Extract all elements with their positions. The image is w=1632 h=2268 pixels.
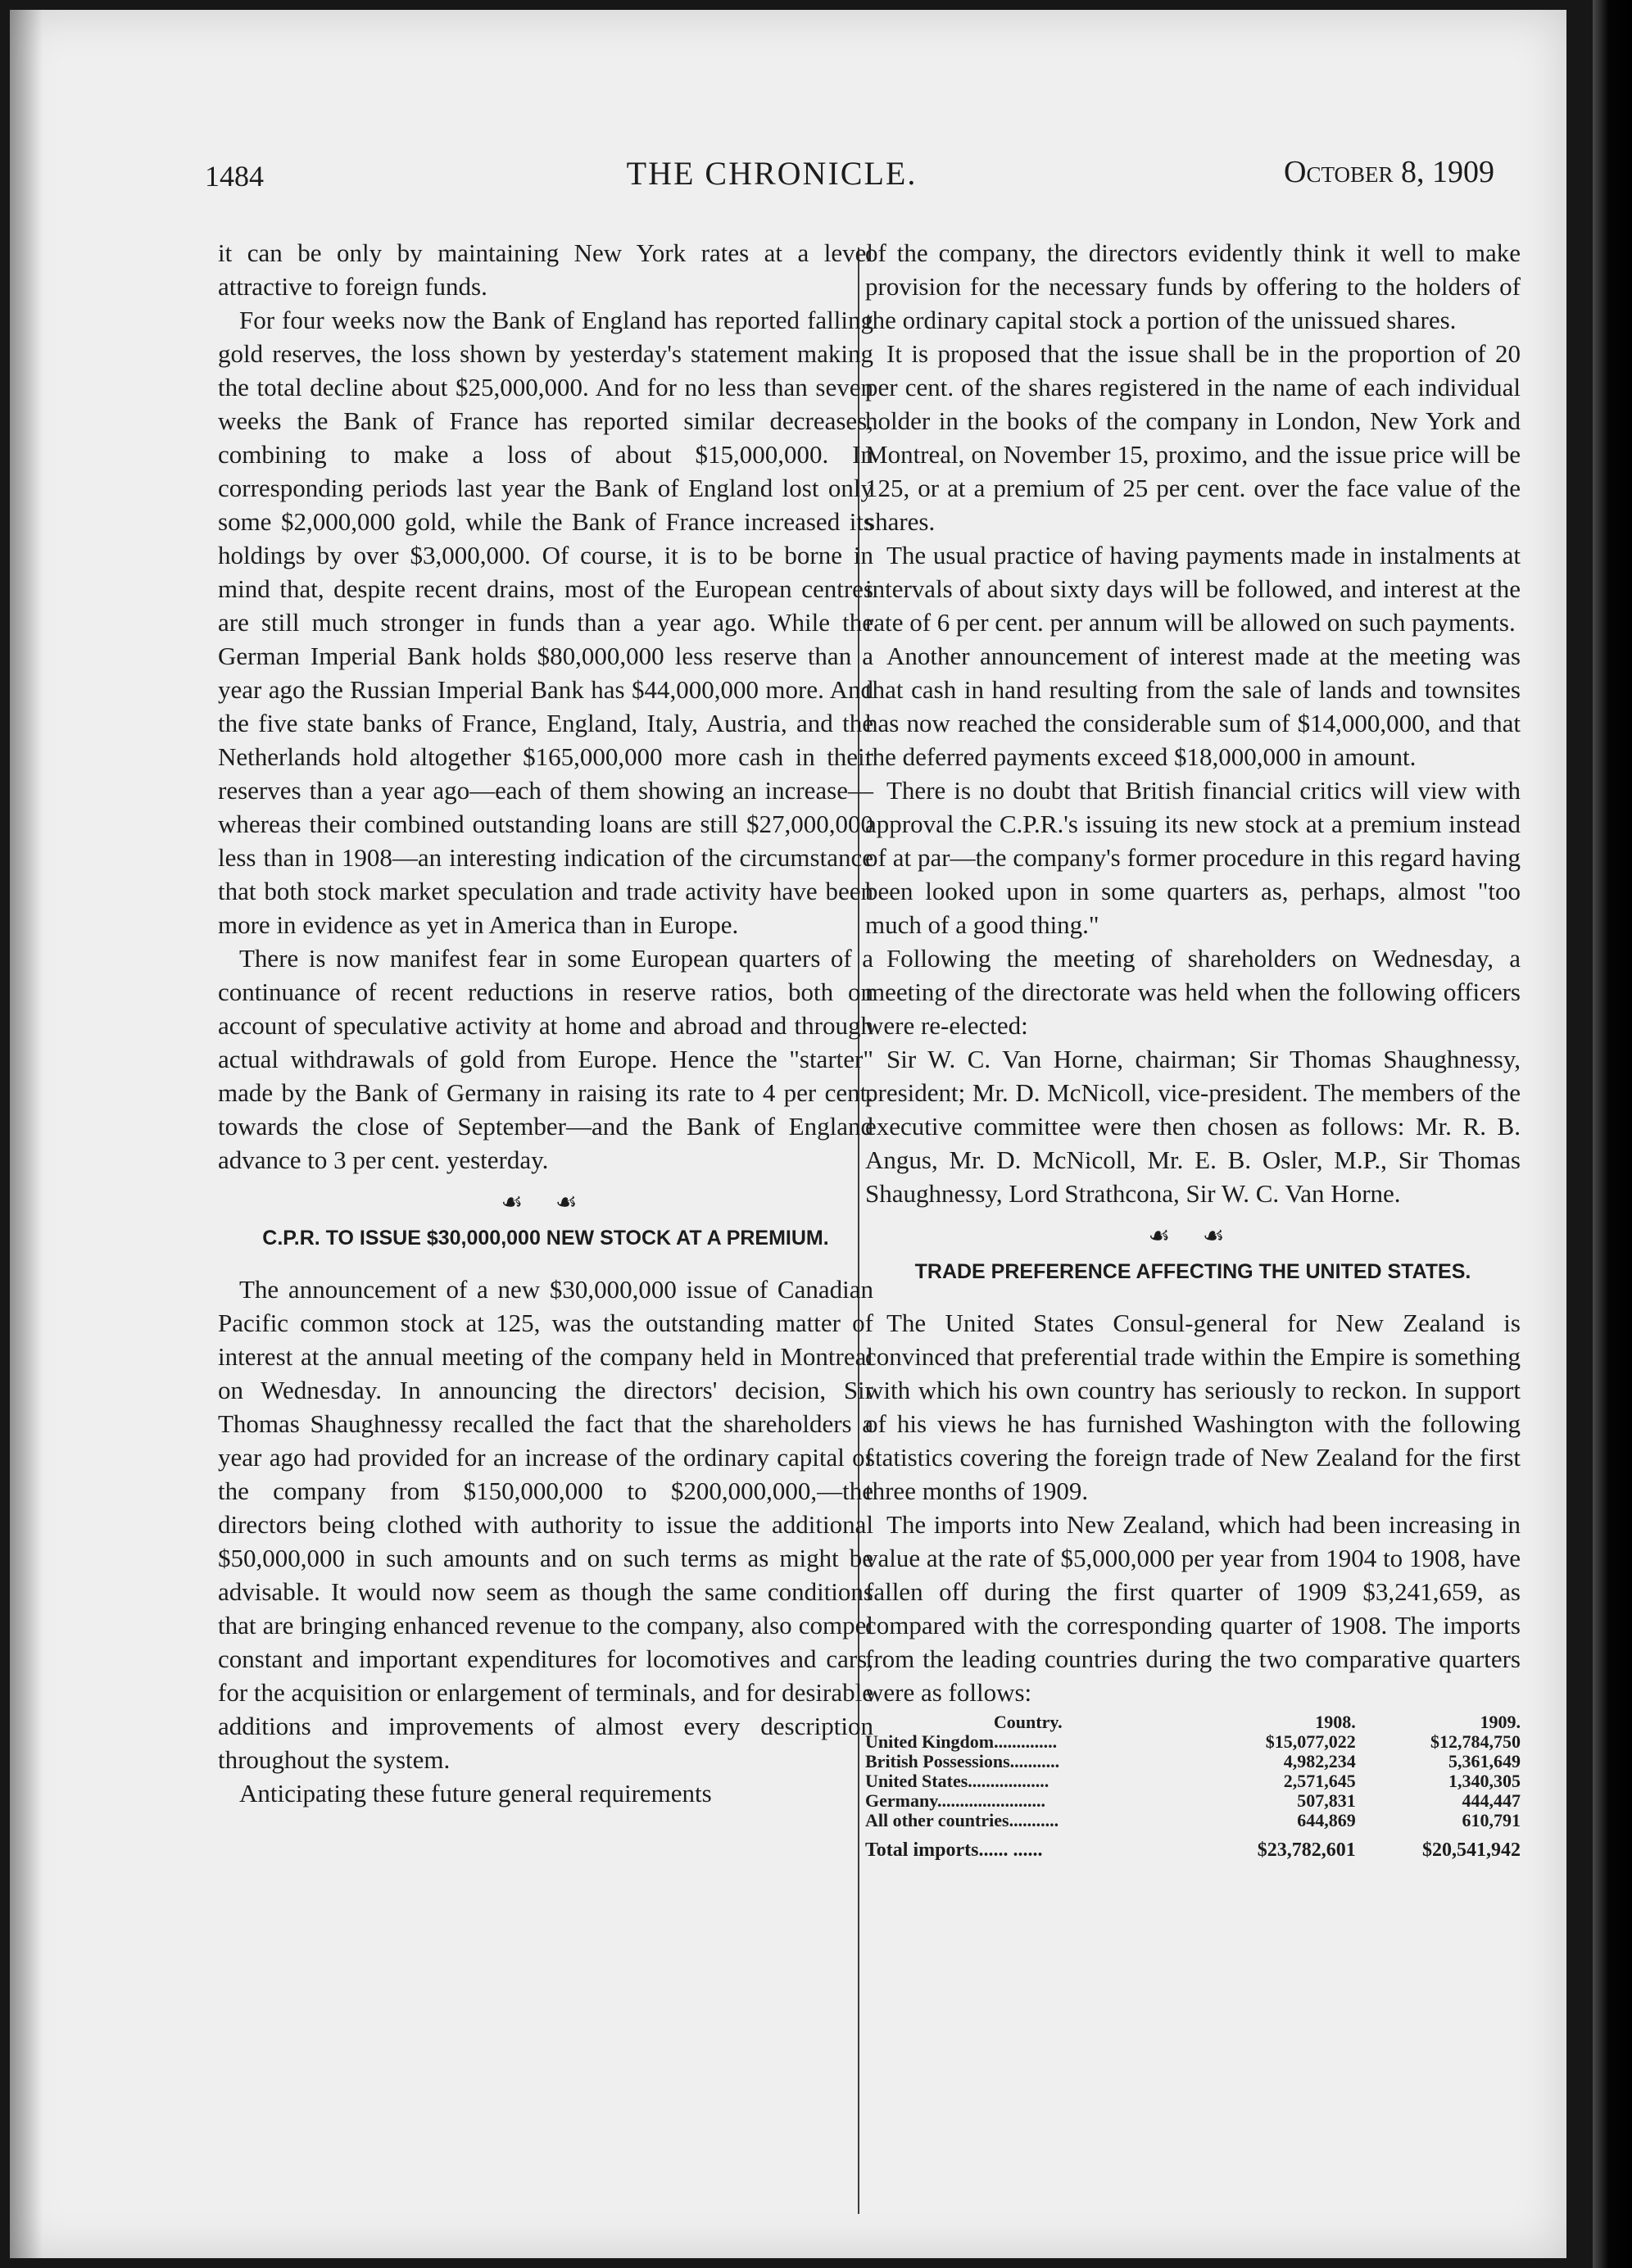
publication-title: THE CHRONICLE.: [626, 155, 918, 192]
table-row: [865, 1771, 1521, 1791]
total-1908: $23,782,601: [1257, 1839, 1356, 1861]
value-1909: 610,791: [1462, 1810, 1521, 1830]
value-1908: $15,077,022: [1265, 1731, 1356, 1752]
table-row: [865, 1732, 1521, 1752]
paragraph: For four weeks now the Bank of England has reported falling gold reserves, the loss shown by yesterday's statement making the total decline about $25,000,000. And for no less than seven weeks the Bank of France has reported similar decreases, combining to make a loss of about $15,000,000. In corresponding periods last year the Bank of England lost only some $2,000,000 gold, while the Bank of France increased its holdings by over $3,000,000. Of course, it is to be borne in mind that, despite recent drains, most of the European centres are still much stronger in funds than a year ago. While the German Imperial Bank holds $80,000,000 less reserve than a year ago the Russian Imperial Bank has $44,000,000 more. And the five state banks of France, England, Italy, Austria, and the Netherlands hold altogether $165,000,000 more cash in their reserves than a year ago—each of them showing an increase—whereas their combined outstanding loans are still $27,000,000 less than in 1908—an interesting indication of the circumstance that both stock market speculation and trade activity have been more in evidence as yet in America than in Europe.: [218, 306, 873, 939]
value-1909: 5,361,649: [1448, 1751, 1521, 1771]
paragraph: Anticipating these future general requirements: [239, 1779, 712, 1808]
paragraph: Sir W. C. Van Horne, chairman; Sir Thomas Shaughnessy, president; Mr. D. McNicoll, vice-president. The members of the executive committee were then chosen as follows: Mr. R. B. Angus, Mr. D. McNicoll, Mr. E. B. Osler, M.P., Sir Thomas Shaughnessy, Lord Strathcona, Sir W. C. Van Horne.: [865, 1045, 1521, 1208]
section-ornament: ☙ ☙: [501, 1189, 591, 1216]
section-ornament: ☙ ☙: [1148, 1222, 1238, 1250]
value-1908: 2,571,645: [1283, 1771, 1356, 1791]
paragraph: of the company, the directors evidently think it well to make provision for the necessary funds by offering to the holders of the ordinary capital stock a portion of the unissued shares.: [865, 238, 1521, 334]
paragraph: There is now manifest fear in some European quarters of a continuance of recent reductions in reserve ratios, both on account of speculative activity at home and abroad and through actual withdrawals of gold from Europe. Hence the "starter" made by the Bank of Germany in raising its rate to 4 per cent. towards the close of September—and the Bank of England advance to 3 per cent. yesterday.: [218, 944, 873, 1174]
table-header-row: [865, 1712, 1521, 1732]
country-cell: United Kingdom..............: [865, 1731, 1058, 1752]
table-row: [865, 1791, 1521, 1811]
value-1908: 644,869: [1297, 1810, 1356, 1830]
table-total-row: [865, 1830, 1521, 1860]
paragraph: There is no doubt that British financial critics will view with approval the C.P.R.'s issuing its new stock at a premium instead of at par—the company's former procedure in this regard having been looked upon in some quarters as, perhaps, almost "too much of a good thing.": [865, 776, 1521, 939]
total-label: Total imports...... ......: [865, 1839, 1043, 1861]
value-1909: 444,447: [1462, 1790, 1521, 1811]
binding-gutter-shadow: [10, 10, 43, 2258]
page-number: 1484: [205, 160, 264, 193]
country-cell: United States..................: [865, 1771, 1049, 1791]
left-column: [218, 236, 873, 1810]
value-1908: 507,831: [1297, 1790, 1356, 1811]
table-row: [865, 1811, 1521, 1830]
paragraph: The imports into New Zealand, which had been increasing in value at the rate of $5,000,000 per year from 1904 to 1908, have fallen off during the first quarter of 1909 $3,241,659, as compared with the corresponding quarter of 1908. The imports from the leading countries during the two comparative quarters were as follows:: [865, 1510, 1521, 1707]
newspaper-page: [10, 10, 1566, 2258]
scan-edge-shadow: [1593, 0, 1632, 2268]
country-cell: British Possessions...........: [865, 1751, 1060, 1771]
paragraph: Another announcement of interest made at the meeting was that cash in hand resulting from the sale of lands and townsites has now reached the considerable sum of $14,000,000, and that the deferred payments exceed $18,000,000 in amount.: [865, 642, 1521, 771]
country-cell: Germany........................: [865, 1790, 1045, 1811]
right-column: [865, 236, 1521, 1860]
value-1909: 1,340,305: [1448, 1771, 1521, 1791]
imports-table: [865, 1712, 1521, 1860]
value-1908: 4,982,234: [1283, 1751, 1356, 1771]
value-1909: $12,784,750: [1430, 1731, 1521, 1752]
paragraph: it can be only by maintaining New York rates at a level attractive to foreign funds.: [218, 238, 873, 301]
country-cell: All other countries...........: [865, 1810, 1059, 1830]
paragraph: It is proposed that the issue shall be in the proportion of 20 per cent. of the shares registered in the name of each individual holder in the books of the company in London, New York and Montreal, on November 15, proximo, and the issue price will be 125, or at a premium of 25 per cent. over the face value of the shares.: [865, 339, 1521, 536]
paragraph: The usual practice of having payments made in instalments at intervals of about sixty days will be followed, and interest at the rate of 6 per cent. per annum will be allowed on such payments.: [865, 541, 1521, 637]
page-header: [10, 147, 1566, 197]
paragraph: The announcement of a new $30,000,000 issue of Canadian Pacific common stock at 125, was the outstanding matter of interest at the annual meeting of the company held in Montreal on Wednesday. In announcing the directors' decision, Sir Thomas Shaughnessy recalled the fact that the shareholders a year ago had provided for an increase of the ordinary capital of the company from $150,000,000 to $200,000,000,—the directors being clothed with authority to issue the additional $50,000,000 in such amounts and on such terms as might be advisable. It would now seem as though the same conditions that are bringing enhanced revenue to the company, also compel constant and important expenditures for locomotives and cars, for the acquisition or enlargement of terminals, and for desirable additions and improvements of almost every description throughout the system.: [218, 1275, 873, 1774]
paragraph: Following the meeting of shareholders on Wednesday, a meeting of the directorate was held when the following officers were re-elected:: [865, 944, 1521, 1040]
article-headline: TRADE PREFERENCE AFFECTING THE UNITED STATES.: [914, 1260, 1471, 1283]
column-header: 1909.: [1480, 1712, 1521, 1732]
total-1909: $20,541,942: [1422, 1839, 1521, 1861]
table-row: [865, 1752, 1521, 1771]
issue-date: October 8, 1909: [1284, 155, 1494, 189]
column-header: Country.: [993, 1712, 1063, 1732]
paragraph: The United States Consul-general for New Zealand is convinced that preferential trade within the Empire is something with which his own country has seriously to reckon. In support of his views he has furnished Washington with the following statistics covering the foreign trade of New Zealand for the first three months of 1909.: [865, 1309, 1521, 1505]
column-header: 1908.: [1315, 1712, 1356, 1732]
article-headline: C.P.R. TO ISSUE $30,000,000 NEW STOCK AT A PREMIUM.: [262, 1227, 829, 1250]
